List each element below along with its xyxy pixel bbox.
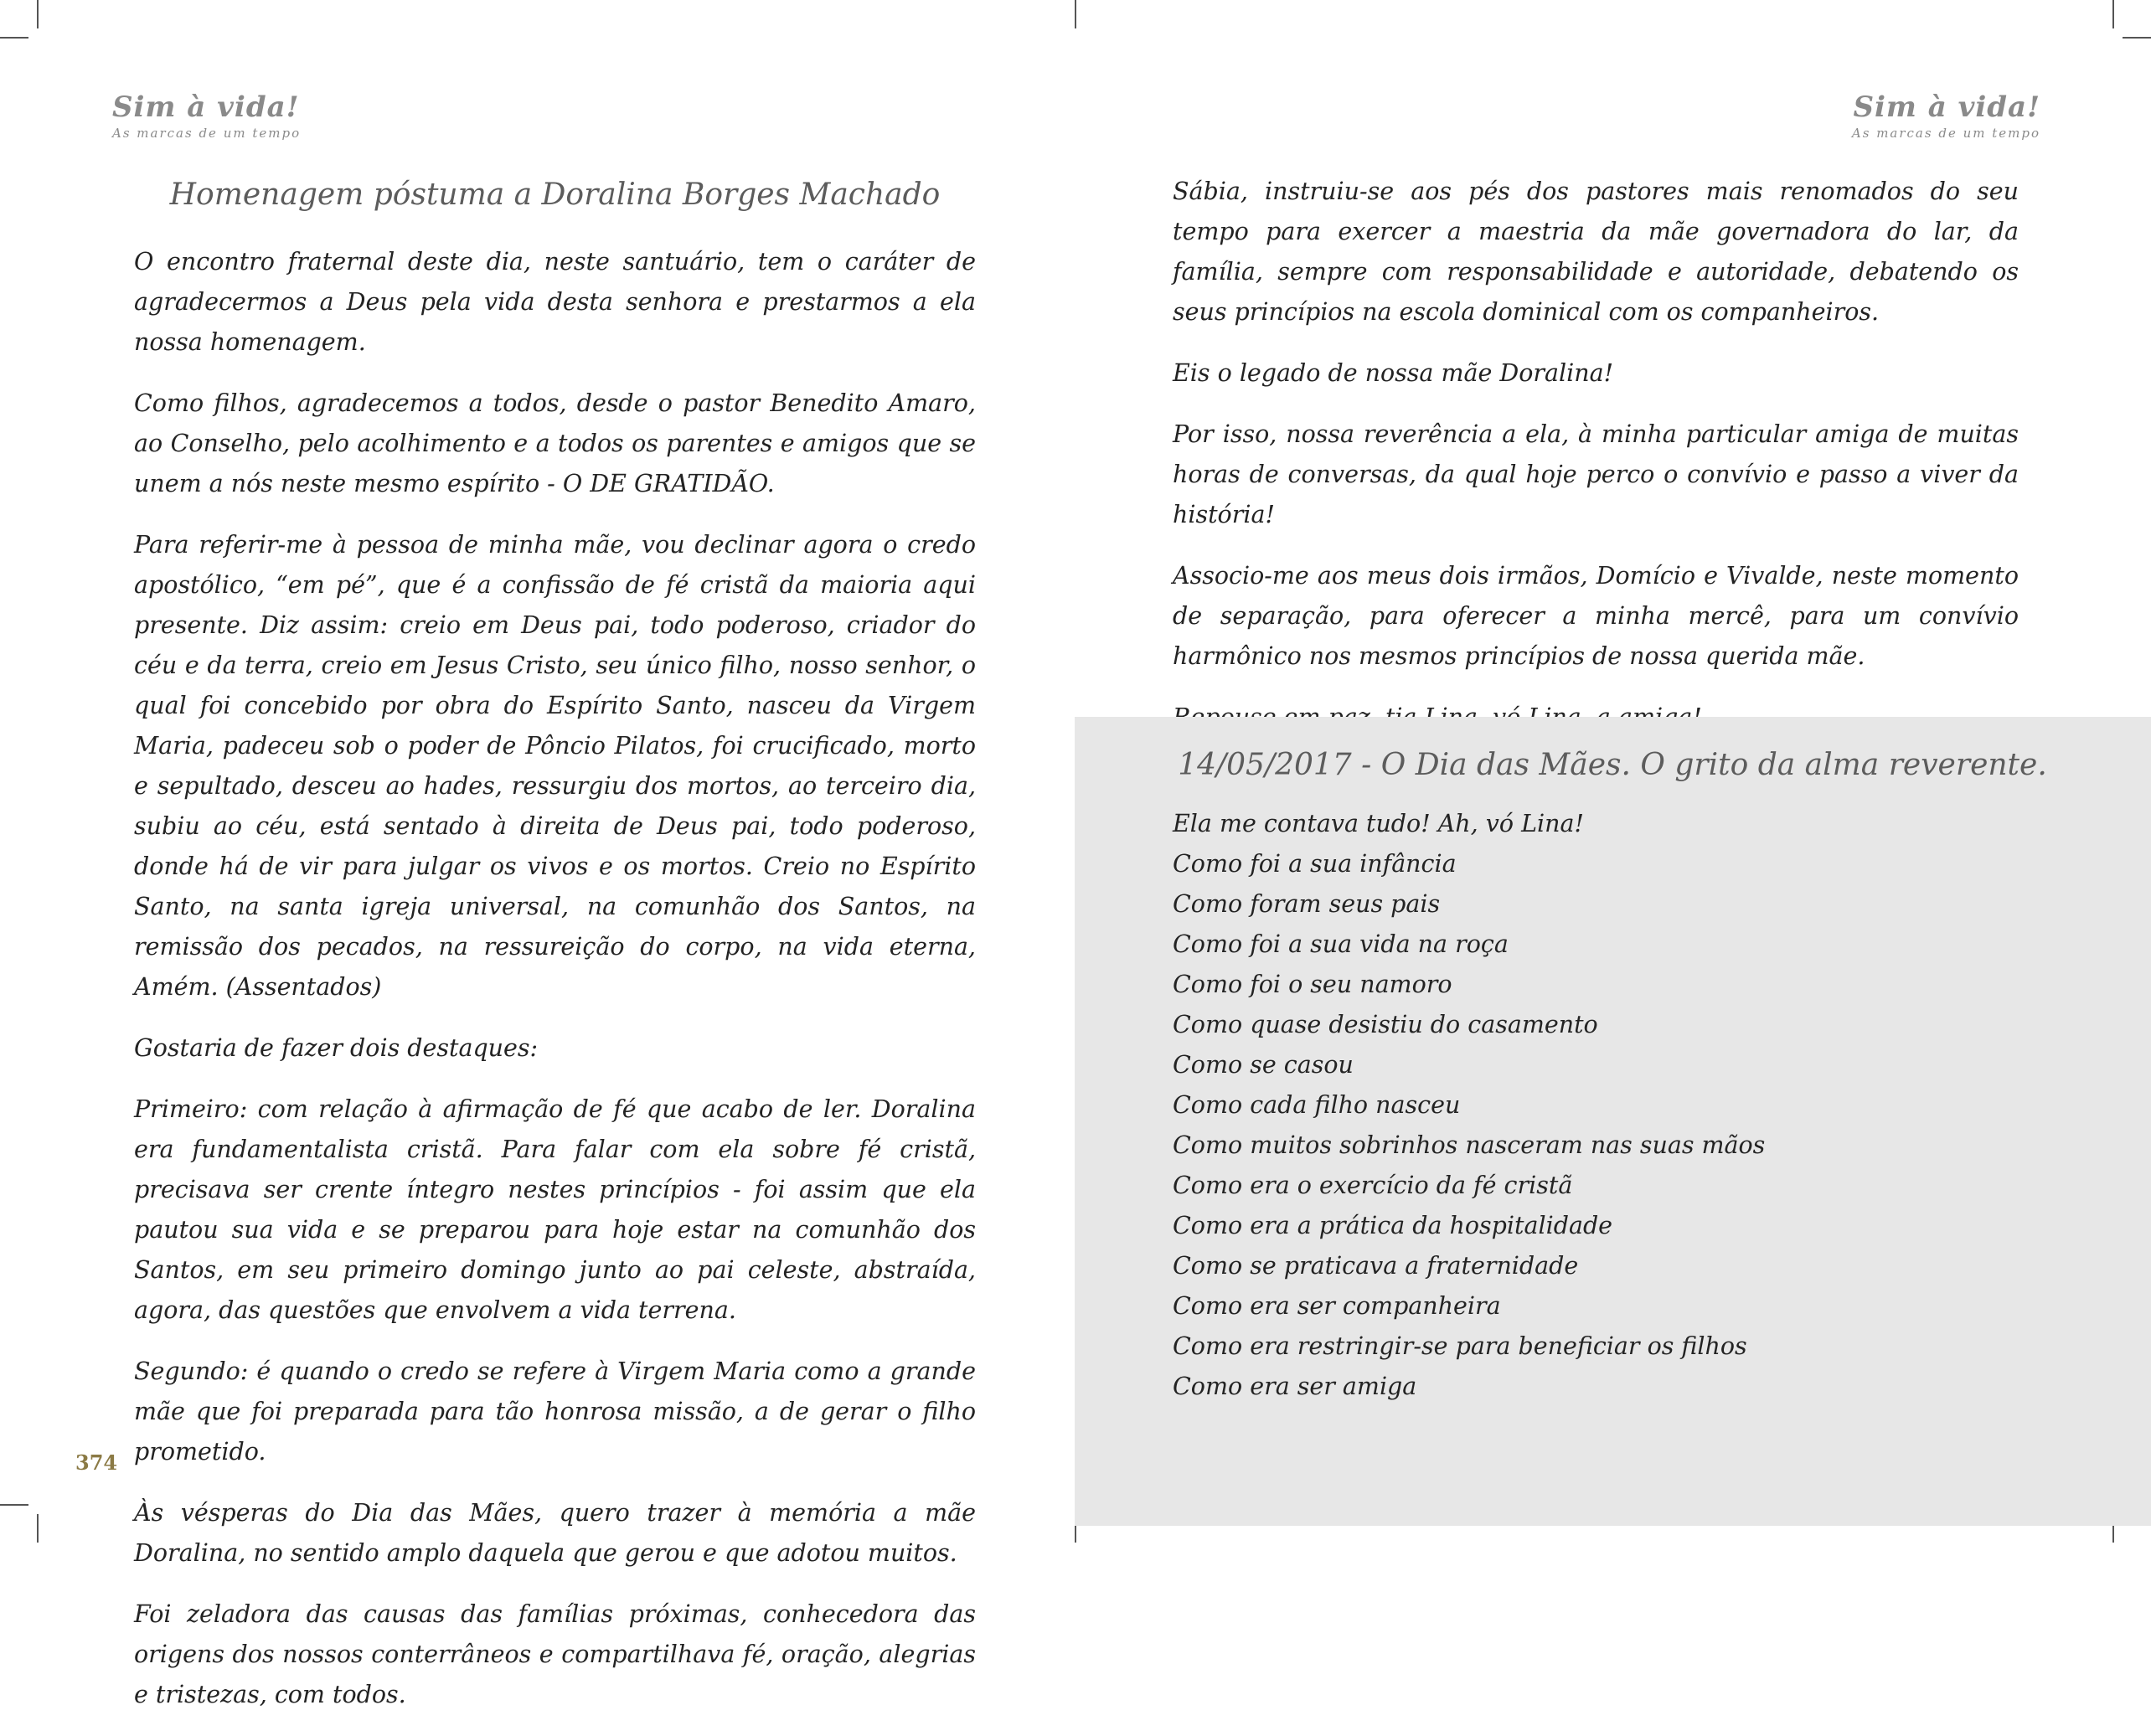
poem-line: Como foi o seu namoro (1173, 971, 1452, 998)
book-subtitle: As marcas de um tempo (1851, 126, 2040, 141)
running-head-left (112, 90, 301, 141)
poem-line: Como se casou (1173, 1051, 1354, 1079)
poem-line: Como era o exercício da fé cristã (1173, 1172, 1573, 1199)
poem-line: Como foi a sua vida na roça (1173, 930, 1509, 958)
paragraph: Eis o legado de nossa mãe Doralina! (1173, 359, 1614, 387)
paragraph: Às vésperas do Dia das Mães, quero trazer à memória a mãe Doralina, no sentido amplo daquela que gerou e que adotou muitos. (134, 1499, 976, 1567)
poem-line: Como foram seus pais (1173, 890, 1441, 918)
crop-mark (37, 1514, 39, 1543)
crop-mark (0, 37, 28, 39)
poem-line: Como era ser companheira (1173, 1292, 1501, 1320)
poem-line: Ela me contava tudo! Ah, vó Lina! (1173, 810, 1584, 837)
book-title: Sim à vida! (112, 90, 300, 124)
poem-line: Como quase desistiu do casamento (1173, 1011, 1598, 1038)
paragraph: Foi zeladora das causas das famílias próximas, conhecedora das origens dos nossos conterrâneos e compartilhava fé, oração, alegrias e tristezas, com todos. (134, 1600, 976, 1708)
crop-mark (2112, 0, 2114, 28)
book-title: Sim à vida! (1853, 90, 2040, 124)
poem-line: Como se praticava a fraternidade (1173, 1252, 1579, 1280)
poem-line: Como era ser amiga (1173, 1373, 1417, 1400)
paragraph: Sábia, instruiu-se aos pés dos pastores mais renomados do seu tempo para exercer a maestria da mãe governadora do lar, da família, sempre com responsabilidade e autoridade, debatendo os seus princípios na escola dominical com os companheiros. (1173, 178, 2019, 326)
crop-mark (0, 1504, 28, 1506)
poem-line: Como era a prática da hospitalidade (1173, 1212, 1613, 1239)
left-page-body (134, 172, 976, 1736)
paragraph: Para referir-me à pessoa de minha mãe, vou declinar agora o credo apostólico, “em pé”, que é a confissão de fé cristã da maioria aqui presente. Diz assim: creio em Deus pai, todo poderoso, criador do céu e da terra, creio em Jesus Cristo, seu único filho, nosso senhor, o qual foi concebido por obra do Espírito Santo, nasceu da Virgem Maria, padeceu sob o poder de Pôncio Pilatos, foi crucificado, morto e sepultado, desceu ao hades, ressurgiu dos mortos, ao terceiro dia, subiu ao céu, está sentado à direita de Deus pai, todo poderoso, donde há de vir para julgar os vivos e os mortos. Creio no Espírito Santo, na santa igreja universal, na comunhão dos Santos, na remissão dos pecados, na ressureição do corpo, na vida eterna, Amém. (Assentados) (134, 531, 976, 1001)
running-head-right (1852, 90, 2040, 141)
poem-line: Como muitos sobrinhos nasceram nas suas mãos (1173, 1131, 1766, 1159)
poem-line: Como cada filho nasceu (1173, 1091, 1461, 1119)
poem-line: Como era restringir-se para beneficiar os filhos (1173, 1332, 1747, 1360)
paragraph: Associo-me aos meus dois irmãos, Domício e Vivalde, neste momento de separação, para oferecer a minha mercê, para um convívio harmônico nos mesmos princípios de nossa querida mãe. (1173, 562, 2019, 670)
crop-mark (1075, 0, 1076, 28)
book-subtitle: As marcas de um tempo (112, 126, 302, 141)
crop-mark (2123, 37, 2151, 39)
paragraph: Primeiro: com relação à afirmação de fé que acabo de ler. Doralina era fundamentalista cristã. Para falar com ela sobre fé cristã, precisava ser crente íntegro nestes princípios - foi assim que ela pautou sua vida e se preparou para hoje estar na comunhão dos Santos, em seu primeiro domingo junto ao pai celeste, abstraída, agora, das questões que envolvem a vida terrena. (134, 1095, 976, 1324)
highlight-box (1075, 717, 2151, 1526)
poem-line: Como foi a sua infância (1173, 850, 1457, 878)
paragraph: Gostaria de fazer dois destaques: (134, 1034, 539, 1062)
box-title: 14/05/2017 - O Dia das Mães. O grito da alma reverente. (1178, 748, 2047, 782)
crop-mark (37, 0, 39, 28)
right-page-body (1173, 172, 2019, 759)
section-title: Homenagem póstuma a Doralina Borges Machado (169, 178, 941, 212)
paragraph: O encontro fraternal deste dia, neste santuário, tem o caráter de agradecermos a Deus pela vida desta senhora e prestarmos a ela nossa homenagem. (134, 248, 976, 356)
page-number: 374 (75, 1450, 118, 1475)
paragraph: Como filhos, agradecemos a todos, desde o pastor Benedito Amaro, ao Conselho, pelo acolhimento e a todos os parentes e amigos que se unem a nós neste mesmo espírito - O DE GRATIDÃO. (134, 389, 976, 497)
paragraph: Segundo: é quando o credo se refere à Virgem Maria como a grande mãe que foi preparada para tão honrosa missão, a de gerar o filho prometido. (134, 1357, 976, 1466)
paragraph: Por isso, nossa reverência a ela, à minha particular amiga de muitas horas de conversas, da qual hoje perco o convívio e passo a viver da história! (1173, 420, 2019, 528)
highlight-box-content (1173, 742, 2052, 1407)
